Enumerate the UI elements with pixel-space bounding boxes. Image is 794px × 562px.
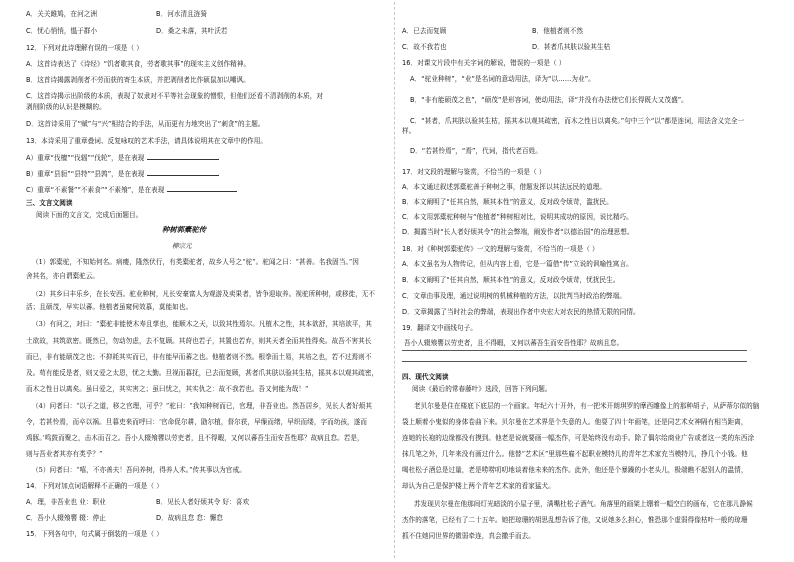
q16-option-a: A．“驼业种树”，“业”是名词的意动用法，译为“以……为业”。	[410, 75, 595, 83]
passage-line: 老贝尔曼是住在楼底下底层的一个画家。年纪六十开外，有一把米开朗琪罗的摩西雕像上的那种胡子，从萨蒂尔似的脑	[414, 402, 760, 410]
option-row	[26, 27, 228, 35]
answer-line	[402, 361, 747, 362]
option-a: A．已去而复顾	[402, 27, 447, 35]
section-3-intro: 阅读下面的文言文，完成后面题目。	[36, 211, 143, 219]
option-a: A．关关雎鸠，在河之洲	[26, 10, 97, 18]
passage-line: 土欲故，其筑欲密。既然已，勿动勿虑，去不复顾。其莳也若子，其置也若弃，则其天者全而其性得矣。故吾不害其长	[26, 337, 372, 345]
q17-option-c: C．本文用郭橐驼种树与“他植者”种树相对比，说明其成功的原因，说比精巧。	[402, 213, 633, 221]
q13-item-c: C）重章“不素餐”“不素食”“不素飧”，是在表现	[26, 185, 237, 194]
q13-item-b: B）重章“县貆”“县特”“县鹑”，是在表现	[26, 169, 219, 178]
question-13-stem: 13．本诗采用了重章叠词、反复咏叹的艺术手法，请具体说明其在文章中的作用。	[26, 137, 268, 145]
q13-item-a: A）重章“伐檀”“伐辐”“伐轮”，是在表现	[26, 153, 219, 162]
question-19-stem: 19．翻译文中画线句子。	[402, 324, 477, 332]
passage-line: 苏发现贝尔曼在他那间灯光暗淡的小屋子里，满嘴杜松子酒气。角落里的画架上绷着一幅空白的画布，它在那儿静候	[414, 500, 753, 508]
passage-line: 鸡豚。’鸣鼓而聚之，击木而召之。吾小人辍飧饔以劳吏者，且不得暇，又何以蕃吾生而安吾性耶？故病且怠。若是，	[26, 434, 364, 442]
passage-line: 舍其名，亦自谓橐驼云。	[26, 272, 100, 280]
passage-line: （2）其乡曰丰乐乡，在长安西。驼业种树，凡长安豪富人为观游及卖果者，皆争迎取养。视驼所种树，或移徙，无不	[32, 290, 376, 298]
option-row	[402, 43, 610, 51]
question-14-stem: 14．下列对加点词语解释不正确的一项是（ ）	[26, 482, 163, 490]
q16-option-c-cont: 样。	[402, 127, 416, 135]
passage-line: 而已，非有能硕茂之也；不抑耗其实而已，非有能早而蕃之也。他植者则不然。根拳而土易，其培之也，若不过焉则不	[26, 353, 372, 361]
q18-option-a: A．本文虽名为人物传记，但从内容上看，它是一篇借“传”立说的讽喻性寓言。	[402, 260, 633, 268]
question-18-stem: 18．对《种树郭橐驼传》一文的理解与鉴赏，不恰当的一项是（ ）	[402, 245, 599, 253]
passage-line: （1）郭橐驼，不知始何名。病瘘，隆然伏行，有类橐驼者，故乡人号之“驼”。驼闻之曰：“甚善。名我固当。”因	[32, 258, 359, 266]
passage-line: 喝杜松子酒总是过量，老是唠唠叨叨地谈着他未来的杰作。此外，他还是个暴躁的小老头儿，极端瞧不起别人的温情，	[402, 466, 748, 474]
section-3-heading: 三、文言文阅读	[26, 199, 73, 207]
question-16-stem: 16．对课文片段中有关字词的解说，错误的一项是（ ）	[402, 59, 566, 67]
q16-option-c: C．“甚者，爪其肤以验其生枯，摇其本以观其疏密，而木之性日以离矣。”句中三个“以”都是连词，用法含义完全一	[410, 117, 745, 125]
passage-line: 却认为自己是保护楼上两个青年艺术家的看家猛犬。	[402, 482, 555, 490]
option-c: C．吾小人辍飧饔 辍：停止	[26, 514, 106, 522]
option-c: C．忧心悄悄，愠于群小	[26, 27, 98, 35]
passage-line: 活；且硕茂，早实以蕃。他植者虽窥伺效慕，莫能如也。	[26, 303, 193, 311]
option-row	[402, 27, 583, 35]
q17-option-b: B．本文阐明了“任其自然，顺其本性”的意义，反对政令烦苛，滥扰民。	[402, 198, 613, 206]
question-15-stem: 15．下列各句中，句式属于倒装的一项是（ ）	[26, 530, 163, 538]
q19-sentence: 吾小人辍飧饔以劳吏者，且不得暇，又何以蕃吾生而安吾性耶？故病且怠。	[404, 339, 624, 347]
passage-line: （4）问者曰：“以子之道，移之官理，可乎？”驼曰：“我知种树而已，官理，非吾业也。然吾居乡，见长人者好烦其	[32, 402, 373, 410]
q12-option-c-cont: 剥削阶级的认识是模糊的。	[26, 103, 106, 111]
column-divider	[394, 2, 395, 558]
option-row	[26, 10, 207, 18]
option-d: D．桑之未落，其叶沃若	[156, 27, 228, 35]
q18-option-b: B．本文阐明了“任其自然，顺其本性”的意义，反对政令烦苛，忧扰民生。	[402, 276, 620, 284]
q18-option-c: C．文章由事及理，通过说明树的机械种植的方法，以批判当时政治的弊端。	[402, 292, 626, 300]
passage-line: 连她的长袍的边缘都没有摸到。他老是说就要画一幅杰作，可是始终没有动手。除了偶尔给商业广告或者这一类的东西涂	[402, 434, 755, 442]
q12-option-d: D．这首诗采用了“赋”与“兴”相结合的手法，从而更有力地突出了“刺贪”的主题。	[26, 120, 265, 128]
passage-line: 抓不住她同世界的微弱牵连，真会撒手而去。	[402, 532, 535, 540]
q12-option-a: A．这首诗表达了《诗经》“饥者歌其食，劳者歌其事”的现实主义创作精神。	[26, 60, 251, 68]
passage-line: （5）问者曰：“嘻，不亦善夫！吾问养树，得养人术。”传其事以为官戒。	[32, 466, 246, 474]
option-row	[26, 514, 223, 522]
q16-option-d: D．“若甚怜焉”，“焉”，代词，指代老百姓。	[410, 147, 542, 155]
option-row	[26, 498, 249, 506]
option-d: D．故病且怠 怠：懈怠	[156, 514, 224, 522]
option-b: B．见长人者好烦其令 好：喜欢	[156, 498, 250, 506]
option-c: C．故不我若也	[402, 43, 447, 51]
passage-line: 袋上顺着小鬼似的身体卷曲下来。贝尔曼在艺术界是个失意的人。他耍了四十年画笔，还是同艺术女神隔有相当距离，	[402, 418, 748, 426]
q17-option-d: D．揭露当时“长人者好烦其令”的社会弊端，阐发作者“以德治国”的治理思想。	[402, 228, 634, 236]
q16-option-b: B．“非有能硕茂之也”，“硕茂”是形容词，使动用法，译“并没有办法使它们长得既大又茂盛”。	[410, 96, 688, 104]
question-12-stem: 12．下列对此诗理解有误的一项是（ ）	[26, 44, 143, 52]
q17-option-a: A．本文通过叙述郭橐驼善于种树之事，借题发挥以其法远民的道理。	[402, 183, 606, 191]
q12-option-b: B．这首诗揭露剥削者不劳而获的寄生本质，并把剥削者比作硕鼠加以嘲讽。	[26, 76, 250, 84]
section-4-heading: 四、现代文阅读	[402, 373, 449, 381]
left-column	[26, 0, 388, 562]
option-d: D．甚者爪其肤以验其生枯	[532, 43, 611, 51]
passage-line: 抹几笔之外，几年来没有画过什么。他替“艺术区”里那些雇不起职业模特儿的青年艺术家充当模特儿，挣几个小钱。他	[402, 450, 748, 458]
q12-option-c: C．这首诗揭示出阶级的本质，表现了奴隶对不平等社会现象的憎恨，但他们还看不清剥削的本质，对	[26, 92, 323, 100]
passage-line: 令，若甚怜焉，而卒以祸。旦暮吏来而呼曰：‘官命促尔耕，勖尔植，督尔获，早缫而绪，早织而缕，字而幼孩，遂而	[26, 418, 367, 426]
option-b: B．他植者则不然	[532, 27, 584, 35]
passage-line: 则与吾业者其亦有类乎？”	[26, 450, 103, 458]
passage-line: 杰作的落笔，已经有了二十五年。她把琼珊的胡思乱想告诉了他，又说她多么担心，惟恐那个虚弱得像枯叶一般的琼珊	[402, 516, 748, 524]
q18-option-d: D．文章揭露了当时社会的弊端，表现出作者中央宏大对农民的热情无限的同情。	[402, 308, 640, 316]
question-17-stem: 17．对文段的理解与鉴赏，不恰当的一项是（ ）	[402, 168, 546, 176]
passage-author: 柳宗元	[172, 242, 192, 250]
option-a: A．理，非吾业也 业：职业	[26, 498, 106, 506]
passage-line: 及。苟有能反是者，则又爱之太恩，忧之太勤。旦视而暮抚，已去而复顾，甚者爪其肤以验其生枯，摇其本以观其疏密，	[26, 369, 379, 377]
passage-line: 而木之性日以离矣。虽曰爱之，其实害之；虽曰忧之，其实仇之：故不我若也。吾又何能为哉！”	[26, 385, 309, 393]
right-column	[402, 0, 772, 562]
option-b: B．河水清且涟猗	[156, 10, 208, 18]
passage-title: 种树郭橐驼传	[162, 225, 207, 234]
passage-line: （3）有问之，对曰：“橐驼非能使木寿且孳也，能顺木之天，以致其性焉尔。凡植木之性，其本欲舒，其培欲平，其	[32, 320, 372, 328]
section-4-intro: 阅读《最后的常春藤叶》选段，回答下列问题。	[412, 385, 552, 393]
answer-line	[402, 350, 747, 351]
